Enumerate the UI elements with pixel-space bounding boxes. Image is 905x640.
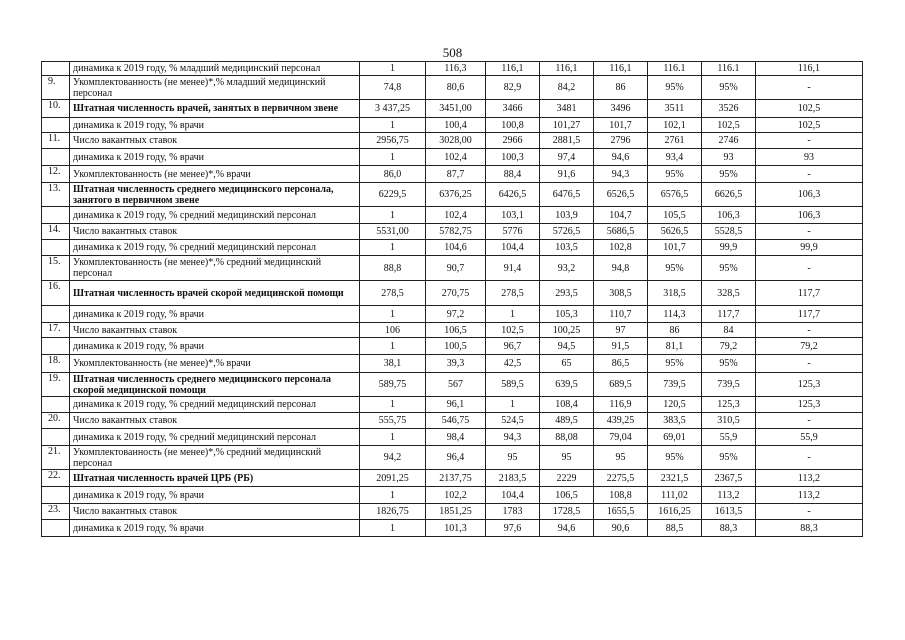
- value-cell: 79,2: [702, 338, 756, 355]
- value-cell: 546,75: [426, 413, 486, 429]
- value-cell: 6526,5: [594, 183, 648, 207]
- value-cell: 97,4: [540, 149, 594, 166]
- value-cell: 439,25: [594, 413, 648, 429]
- value-cell: 96,7: [486, 338, 540, 355]
- value-cell: 91,6: [540, 166, 594, 183]
- row-number: 17.: [42, 323, 70, 338]
- value-cell: 116,1: [486, 62, 540, 76]
- value-cell: 113,2: [702, 487, 756, 504]
- value-cell: 278,5: [486, 281, 540, 306]
- value-cell: 6476,5: [540, 183, 594, 207]
- value-cell: 2796: [594, 133, 648, 149]
- value-cell: 106,5: [426, 323, 486, 338]
- value-cell: 2321,5: [648, 470, 702, 487]
- indicator-label: Штатная численность среднего медицинского персонала скорой медицинской помощи: [70, 373, 360, 397]
- value-cell: 55,9: [702, 429, 756, 446]
- value-cell: 65: [540, 355, 594, 373]
- indicator-label: динамика к 2019 году, % средний медицинский персонал: [70, 207, 360, 224]
- indicator-label: Число вакантных ставок: [70, 133, 360, 149]
- value-cell: 100,4: [426, 118, 486, 133]
- value-cell: 102,2: [426, 487, 486, 504]
- table-row: [42, 413, 863, 429]
- value-cell: 95: [540, 446, 594, 470]
- value-cell: 1: [360, 149, 426, 166]
- staffing-table: [41, 61, 863, 537]
- value-cell: 3481: [540, 100, 594, 118]
- value-cell: 116.1: [702, 62, 756, 76]
- value-cell: 100,25: [540, 323, 594, 338]
- indicator-label: динамика к 2019 году, % средний медицинский персонал: [70, 397, 360, 413]
- table-row: [42, 470, 863, 487]
- value-cell: 278,5: [360, 281, 426, 306]
- value-cell: 74,8: [360, 76, 426, 100]
- value-cell: 100,5: [426, 338, 486, 355]
- table-row: [42, 166, 863, 183]
- value-cell: 82,9: [486, 76, 540, 100]
- value-cell: 2746: [702, 133, 756, 149]
- value-cell: 270,75: [426, 281, 486, 306]
- value-cell: 739,5: [648, 373, 702, 397]
- indicator-label: динамика к 2019 году, % младший медицинский персонал: [70, 62, 360, 76]
- value-cell: 95%: [702, 355, 756, 373]
- row-number: 13.: [42, 183, 70, 207]
- table-row: [42, 373, 863, 397]
- value-cell: 86,5: [594, 355, 648, 373]
- value-cell: 111,02: [648, 487, 702, 504]
- value-cell: 88,08: [540, 429, 594, 446]
- value-cell: -: [756, 446, 863, 470]
- value-cell: 6229,5: [360, 183, 426, 207]
- table-row: [42, 207, 863, 224]
- value-cell: 95%: [702, 446, 756, 470]
- value-cell: 97: [594, 323, 648, 338]
- indicator-label: Укомплектованность (не менее)*,% средний медицинский персонал: [70, 256, 360, 281]
- indicator-label: Штатная численность врачей ЦРБ (РБ): [70, 470, 360, 487]
- value-cell: 6626,5: [702, 183, 756, 207]
- value-cell: -: [756, 256, 863, 281]
- value-cell: 1: [360, 240, 426, 256]
- table-row: [42, 504, 863, 520]
- indicator-label: динамика к 2019 году, % врачи: [70, 520, 360, 537]
- indicator-label: динамика к 2019 году, % средний медицинский персонал: [70, 429, 360, 446]
- value-cell: 101,7: [594, 118, 648, 133]
- indicator-label: Число вакантных ставок: [70, 413, 360, 429]
- value-cell: 113,2: [756, 487, 863, 504]
- value-cell: 102,5: [486, 323, 540, 338]
- table-row: [42, 183, 863, 207]
- value-cell: 42,5: [486, 355, 540, 373]
- value-cell: 86: [648, 323, 702, 338]
- indicator-label: динамика к 2019 году, % средний медицинский персонал: [70, 240, 360, 256]
- value-cell: 96,1: [426, 397, 486, 413]
- value-cell: 99,9: [756, 240, 863, 256]
- value-cell: 310,5: [702, 413, 756, 429]
- value-cell: 1: [360, 118, 426, 133]
- row-number: 20.: [42, 413, 70, 429]
- row-number: [42, 207, 70, 224]
- indicator-label: Укомплектованность (не менее)*,% врачи: [70, 166, 360, 183]
- value-cell: 3451,00: [426, 100, 486, 118]
- value-cell: 6426,5: [486, 183, 540, 207]
- value-cell: 567: [426, 373, 486, 397]
- indicator-label: динамика к 2019 году, % врачи: [70, 118, 360, 133]
- value-cell: 1: [486, 306, 540, 323]
- value-cell: 489,5: [540, 413, 594, 429]
- row-number: 14.: [42, 224, 70, 240]
- value-cell: 108,8: [594, 487, 648, 504]
- row-number: 10.: [42, 100, 70, 118]
- value-cell: 3511: [648, 100, 702, 118]
- value-cell: 589,5: [486, 373, 540, 397]
- value-cell: 108,4: [540, 397, 594, 413]
- value-cell: 639,5: [540, 373, 594, 397]
- value-cell: 739,5: [702, 373, 756, 397]
- value-cell: 106,3: [756, 183, 863, 207]
- value-cell: 102,4: [426, 149, 486, 166]
- row-number: 23.: [42, 504, 70, 520]
- value-cell: 99,9: [702, 240, 756, 256]
- value-cell: 1728,5: [540, 504, 594, 520]
- value-cell: 95%: [648, 166, 702, 183]
- value-cell: 103,9: [540, 207, 594, 224]
- value-cell: 125,3: [756, 397, 863, 413]
- table-row: [42, 118, 863, 133]
- value-cell: 5626,5: [648, 224, 702, 240]
- indicator-label: динамика к 2019 году, % врачи: [70, 306, 360, 323]
- value-cell: 103,5: [540, 240, 594, 256]
- value-cell: 106,5: [540, 487, 594, 504]
- row-number: [42, 520, 70, 537]
- value-cell: 117,7: [702, 306, 756, 323]
- row-number: [42, 397, 70, 413]
- value-cell: 1: [360, 397, 426, 413]
- value-cell: 1: [360, 487, 426, 504]
- value-cell: 2137,75: [426, 470, 486, 487]
- value-cell: 87,7: [426, 166, 486, 183]
- table-row: [42, 520, 863, 537]
- page-number: 508: [442, 45, 463, 60]
- value-cell: 6576,5: [648, 183, 702, 207]
- value-cell: 94,6: [540, 520, 594, 537]
- value-cell: 79,2: [756, 338, 863, 355]
- value-cell: 1851,25: [426, 504, 486, 520]
- value-cell: 88,3: [756, 520, 863, 537]
- value-cell: 86,0: [360, 166, 426, 183]
- value-cell: 94,5: [540, 338, 594, 355]
- table-row: [42, 224, 863, 240]
- value-cell: 1613,5: [702, 504, 756, 520]
- table-row: [42, 281, 863, 306]
- value-cell: 5726,5: [540, 224, 594, 240]
- value-cell: 39,3: [426, 355, 486, 373]
- value-cell: 3466: [486, 100, 540, 118]
- value-cell: -: [756, 133, 863, 149]
- value-cell: 383,5: [648, 413, 702, 429]
- value-cell: 555,75: [360, 413, 426, 429]
- indicator-label: Штатная численность среднего медицинского персонала, занятого в первичном звене: [70, 183, 360, 207]
- value-cell: 90,6: [594, 520, 648, 537]
- value-cell: 1783: [486, 504, 540, 520]
- value-cell: 5528,5: [702, 224, 756, 240]
- value-cell: 110,7: [594, 306, 648, 323]
- value-cell: 2881,5: [540, 133, 594, 149]
- table-row: [42, 355, 863, 373]
- value-cell: 5776: [486, 224, 540, 240]
- value-cell: 81,1: [648, 338, 702, 355]
- value-cell: 90,7: [426, 256, 486, 281]
- indicator-label: Число вакантных ставок: [70, 504, 360, 520]
- value-cell: 106,3: [702, 207, 756, 224]
- value-cell: 125,3: [702, 397, 756, 413]
- value-cell: 86: [594, 76, 648, 100]
- table-row: [42, 338, 863, 355]
- table-row: [42, 323, 863, 338]
- value-cell: 95%: [648, 76, 702, 100]
- value-cell: 5686,5: [594, 224, 648, 240]
- value-cell: 2275,5: [594, 470, 648, 487]
- value-cell: 3496: [594, 100, 648, 118]
- value-cell: 97,2: [426, 306, 486, 323]
- value-cell: 5531,00: [360, 224, 426, 240]
- value-cell: 100,3: [486, 149, 540, 166]
- indicator-label: Штатная численность врачей, занятых в первичном звене: [70, 100, 360, 118]
- value-cell: 3028,00: [426, 133, 486, 149]
- value-cell: 116.1: [648, 62, 702, 76]
- value-cell: 93,4: [648, 149, 702, 166]
- value-cell: 589,75: [360, 373, 426, 397]
- row-number: [42, 149, 70, 166]
- value-cell: 94,3: [594, 166, 648, 183]
- value-cell: 328,5: [702, 281, 756, 306]
- value-cell: 1: [360, 306, 426, 323]
- table-row: [42, 100, 863, 118]
- row-number: 11.: [42, 133, 70, 149]
- row-number: 16.: [42, 281, 70, 306]
- value-cell: 101,3: [426, 520, 486, 537]
- value-cell: 38,1: [360, 355, 426, 373]
- row-number: 21.: [42, 446, 70, 470]
- value-cell: 93,2: [540, 256, 594, 281]
- value-cell: 3526: [702, 100, 756, 118]
- value-cell: 524,5: [486, 413, 540, 429]
- value-cell: 104,7: [594, 207, 648, 224]
- value-cell: 1: [486, 397, 540, 413]
- value-cell: 102,1: [648, 118, 702, 133]
- table-row: [42, 446, 863, 470]
- value-cell: 293,5: [540, 281, 594, 306]
- value-cell: 102,5: [756, 100, 863, 118]
- value-cell: 125,3: [756, 373, 863, 397]
- value-cell: 105,3: [540, 306, 594, 323]
- value-cell: 88,4: [486, 166, 540, 183]
- row-number: 22.: [42, 470, 70, 487]
- row-number: 9.: [42, 76, 70, 100]
- value-cell: 102,5: [756, 118, 863, 133]
- table-row: [42, 149, 863, 166]
- value-cell: 2091,25: [360, 470, 426, 487]
- value-cell: 104,4: [486, 240, 540, 256]
- row-number: 15.: [42, 256, 70, 281]
- value-cell: -: [756, 323, 863, 338]
- row-number: 19.: [42, 373, 70, 397]
- indicator-label: Укомплектованность (не менее)*,% врачи: [70, 355, 360, 373]
- table-row: [42, 429, 863, 446]
- value-cell: 84: [702, 323, 756, 338]
- value-cell: 101,7: [648, 240, 702, 256]
- value-cell: 84,2: [540, 76, 594, 100]
- value-cell: 79,04: [594, 429, 648, 446]
- value-cell: 95%: [648, 256, 702, 281]
- value-cell: 97,6: [486, 520, 540, 537]
- value-cell: 2229: [540, 470, 594, 487]
- value-cell: 2761: [648, 133, 702, 149]
- value-cell: 116,9: [594, 397, 648, 413]
- value-cell: 5782,75: [426, 224, 486, 240]
- indicator-label: Число вакантных ставок: [70, 323, 360, 338]
- value-cell: 93: [702, 149, 756, 166]
- row-number: [42, 429, 70, 446]
- value-cell: 94,2: [360, 446, 426, 470]
- row-number: [42, 240, 70, 256]
- table-row: [42, 256, 863, 281]
- value-cell: 3 437,25: [360, 100, 426, 118]
- value-cell: 2956,75: [360, 133, 426, 149]
- value-cell: 100,8: [486, 118, 540, 133]
- value-cell: 105,5: [648, 207, 702, 224]
- value-cell: 95: [486, 446, 540, 470]
- value-cell: 318,5: [648, 281, 702, 306]
- value-cell: 103,1: [486, 207, 540, 224]
- value-cell: 104,4: [486, 487, 540, 504]
- value-cell: 1826,75: [360, 504, 426, 520]
- value-cell: 1: [360, 62, 426, 76]
- value-cell: 95%: [702, 256, 756, 281]
- value-cell: 98,4: [426, 429, 486, 446]
- value-cell: 117,7: [756, 306, 863, 323]
- value-cell: 689,5: [594, 373, 648, 397]
- value-cell: 88,8: [360, 256, 426, 281]
- value-cell: 116,1: [540, 62, 594, 76]
- value-cell: -: [756, 355, 863, 373]
- value-cell: 114,3: [648, 306, 702, 323]
- row-number: [42, 118, 70, 133]
- row-number: [42, 338, 70, 355]
- value-cell: 6376,25: [426, 183, 486, 207]
- value-cell: 101,27: [540, 118, 594, 133]
- value-cell: 1616,25: [648, 504, 702, 520]
- value-cell: 95%: [648, 446, 702, 470]
- value-cell: 55,9: [756, 429, 863, 446]
- value-cell: 91,4: [486, 256, 540, 281]
- table-row: [42, 397, 863, 413]
- value-cell: 88,3: [702, 520, 756, 537]
- row-number: [42, 62, 70, 76]
- value-cell: 117,7: [756, 281, 863, 306]
- value-cell: 95: [594, 446, 648, 470]
- value-cell: 95%: [648, 355, 702, 373]
- value-cell: 2183,5: [486, 470, 540, 487]
- indicator-label: динамика к 2019 году, % врачи: [70, 487, 360, 504]
- indicator-label: динамика к 2019 году, % врачи: [70, 338, 360, 355]
- indicator-label: Укомплектованность (не менее)*,% средний медицинский персонал: [70, 446, 360, 470]
- value-cell: 1: [360, 520, 426, 537]
- table-row: [42, 240, 863, 256]
- value-cell: 102,8: [594, 240, 648, 256]
- value-cell: 102,4: [426, 207, 486, 224]
- value-cell: 69,01: [648, 429, 702, 446]
- value-cell: 106: [360, 323, 426, 338]
- value-cell: 91,5: [594, 338, 648, 355]
- indicator-label: Укомплектованность (не менее)*,% младший медицинский персонал: [70, 76, 360, 100]
- row-number: [42, 306, 70, 323]
- value-cell: 94,8: [594, 256, 648, 281]
- value-cell: 2367,5: [702, 470, 756, 487]
- table-row: [42, 133, 863, 149]
- value-cell: 106,3: [756, 207, 863, 224]
- value-cell: 1: [360, 338, 426, 355]
- value-cell: 1: [360, 429, 426, 446]
- row-number: 12.: [42, 166, 70, 183]
- value-cell: 116,3: [426, 62, 486, 76]
- value-cell: -: [756, 413, 863, 429]
- indicator-label: Число вакантных ставок: [70, 224, 360, 240]
- value-cell: 120,5: [648, 397, 702, 413]
- value-cell: 95%: [702, 166, 756, 183]
- row-number: [42, 487, 70, 504]
- indicator-label: динамика к 2019 году, % врачи: [70, 149, 360, 166]
- value-cell: 116,1: [594, 62, 648, 76]
- value-cell: 93: [756, 149, 863, 166]
- value-cell: 2966: [486, 133, 540, 149]
- table-row: [42, 76, 863, 100]
- value-cell: 102,5: [702, 118, 756, 133]
- indicator-label: Штатная численность врачей скорой медицинской помощи: [70, 281, 360, 306]
- value-cell: 94,3: [486, 429, 540, 446]
- value-cell: -: [756, 224, 863, 240]
- value-cell: 308,5: [594, 281, 648, 306]
- value-cell: 1: [360, 207, 426, 224]
- table-row: [42, 62, 863, 76]
- value-cell: 94,6: [594, 149, 648, 166]
- value-cell: -: [756, 504, 863, 520]
- value-cell: 80,6: [426, 76, 486, 100]
- value-cell: -: [756, 166, 863, 183]
- row-number: 18.: [42, 355, 70, 373]
- value-cell: 1655,5: [594, 504, 648, 520]
- value-cell: 104,6: [426, 240, 486, 256]
- value-cell: 113,2: [756, 470, 863, 487]
- value-cell: 116,1: [756, 62, 863, 76]
- value-cell: 96,4: [426, 446, 486, 470]
- value-cell: -: [756, 76, 863, 100]
- table-row: [42, 306, 863, 323]
- table-row: [42, 487, 863, 504]
- value-cell: 95%: [702, 76, 756, 100]
- value-cell: 88,5: [648, 520, 702, 537]
